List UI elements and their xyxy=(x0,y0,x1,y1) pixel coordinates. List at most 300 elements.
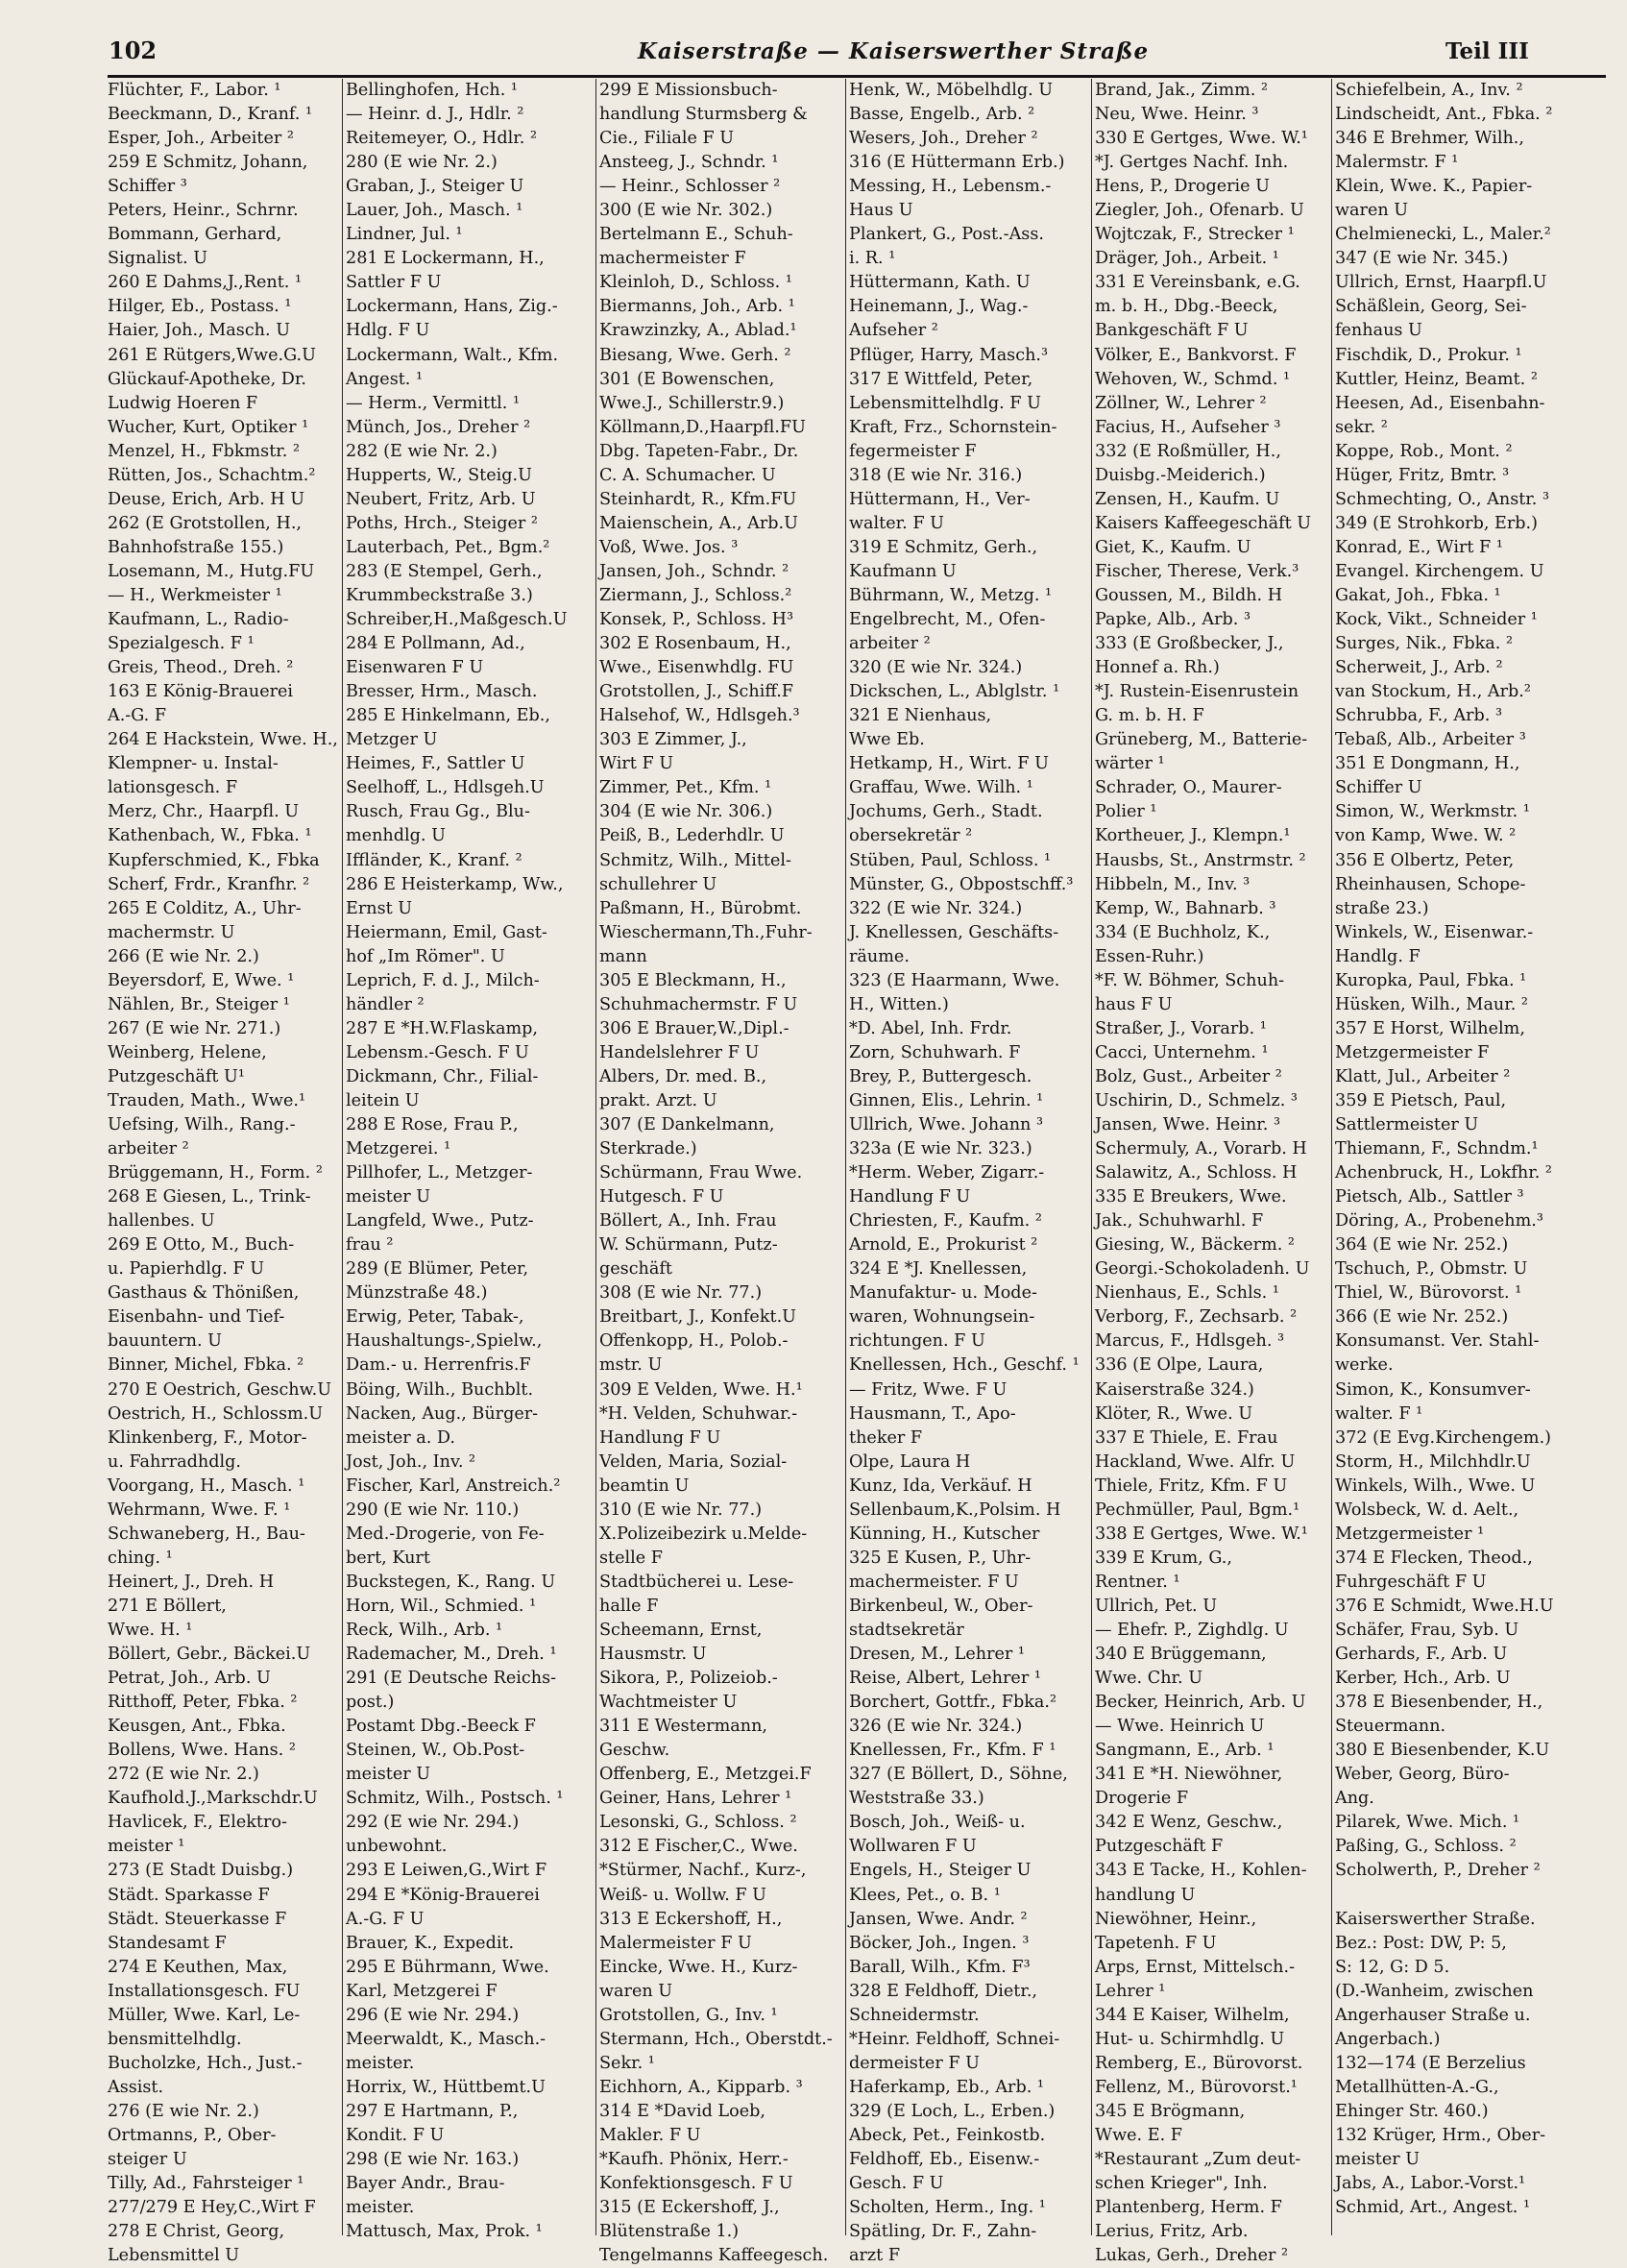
directory-entry-line: Angest. ¹ xyxy=(346,369,424,389)
directory-entry-line: — Wwe. Heinrich U xyxy=(1095,1717,1265,1737)
directory-entry-line: Hetkamp, H., Wirt. F U xyxy=(849,754,1049,774)
running-title: Kaiserstraße — Kaiserswerther Straße xyxy=(637,38,1150,64)
directory-entry-line: Honnef a. Rh.) xyxy=(1095,658,1220,678)
directory-entry-line: 266 (E wie Nr. 2.) xyxy=(108,946,259,966)
header-rule xyxy=(108,75,1606,78)
directory-entry-line: Hibbeln, M., Inv. ³ xyxy=(1095,874,1251,894)
directory-entry-line: Schrader, O., Maurer- xyxy=(1095,778,1282,798)
directory-entry-line: 294 E *König-Brauerei xyxy=(346,1885,540,1905)
directory-entry-line: Giet, K., Kaufm. U xyxy=(1095,537,1251,557)
directory-entry-line: Hausbs, St., Anstrmstr. ² xyxy=(1095,850,1306,870)
directory-entry-line: halle F xyxy=(599,1596,659,1616)
directory-entry-line: *H. Velden, Schuhwar.- xyxy=(599,1403,798,1424)
directory-entry-line: Lauterbach, Pet., Bgm.² xyxy=(346,537,550,557)
directory-entry-line: fegermeister F xyxy=(849,441,977,461)
directory-entry-line: schen Krieger", Inh. xyxy=(1095,2174,1268,2194)
directory-entry-line: Pflüger, Harry, Masch.³ xyxy=(849,345,1049,365)
directory-entry-line: J. Knellessen, Geschäfts- xyxy=(849,922,1059,942)
directory-entry-line: Pilarek, Wwe. Mich. ¹ xyxy=(1335,1813,1520,1833)
directory-entry-line: Hüttermann, Kath. U xyxy=(849,273,1031,293)
directory-entry-line: Kaiserstraße 324.) xyxy=(1095,1379,1254,1400)
directory-entry-line: Menzel, H., Fbkmstr. ² xyxy=(108,441,300,461)
directory-entry-line: Ullrich, Ernst, Haarpfl.U xyxy=(1335,273,1547,293)
directory-entry-line: Fischdik, D., Prokur. ¹ xyxy=(1335,345,1522,365)
directory-entry-line: Remberg, E., Bürovorst. xyxy=(1095,2053,1303,2073)
directory-entry-line: Zensen, H., Kaufm. U xyxy=(1095,489,1280,509)
directory-entry-line: steiger U xyxy=(108,2150,187,2170)
directory-entry-line: 272 (E wie Nr. 2.) xyxy=(108,1765,259,1785)
directory-entry-line: Thiel, W., Bürovorst. ¹ xyxy=(1335,1283,1522,1304)
directory-entry-line: 336 (E Olpe, Laura, xyxy=(1095,1355,1264,1376)
directory-entry-line: Völker, E., Bankvorst. F xyxy=(1095,345,1297,365)
directory-entry-line: Handlg. F xyxy=(1335,946,1421,966)
directory-entry-line: Gesch. F U xyxy=(849,2174,944,2194)
directory-entry-line: Marcus, F., Hdlsgeh. ³ xyxy=(1095,1331,1285,1352)
directory-entry-line: Wehrmann, Wwe. F. ¹ xyxy=(108,1500,291,1520)
directory-entry-line: Buckstegen, K., Rang. U xyxy=(346,1572,556,1592)
directory-entry-line: 347 (E wie Nr. 345.) xyxy=(1335,249,1509,269)
directory-entry-line: Wojtczak, F., Strecker ¹ xyxy=(1095,225,1295,245)
directory-entry-line: Kaufhold.J.,Markschdr.U xyxy=(108,1789,318,1809)
column-divider xyxy=(1091,79,1092,2235)
directory-entry-line: Simon, W., Werkmstr. ¹ xyxy=(1335,802,1530,822)
directory-entry-line: 372 (E Evg.Kirchengem.) xyxy=(1335,1427,1552,1448)
directory-entry-line: *Restaurant „Zum deut- xyxy=(1095,2150,1301,2170)
directory-entry-line: Steinen, W., Ob.Post- xyxy=(346,1741,525,1761)
directory-entry-line: 287 E *H.W.Flaskamp, xyxy=(346,1018,538,1038)
directory-entry-line: 359 E Pietsch, Paul, xyxy=(1335,1090,1507,1110)
directory-entry-line: Giesing, W., Bäckerm. ² xyxy=(1095,1235,1295,1256)
directory-entry-line: Geiner, Hans, Lehrer ¹ xyxy=(599,1789,792,1809)
directory-entry-line: Papke, Alb., Arb. ³ xyxy=(1095,610,1251,630)
directory-entry-line: Metzgerei. ¹ xyxy=(346,1139,451,1159)
directory-entry-line: Bertelmann E., Schuh- xyxy=(599,225,793,245)
directory-entry-line: Kuttler, Heinz, Beamt. ² xyxy=(1335,369,1538,389)
directory-entry-line: bensmittelhdlg. xyxy=(108,2029,242,2049)
directory-entry-line: 262 (E Grotstollen, H., xyxy=(108,513,303,533)
directory-entry-line: Brauer, K., Expedit. xyxy=(346,1933,515,1953)
directory-entry-line: Thiemann, F., Schndm.¹ xyxy=(1335,1139,1539,1159)
directory-entry-line: 308 (E wie Nr. 77.) xyxy=(599,1283,763,1304)
directory-entry-line: Hilger, Eb., Postass. ¹ xyxy=(108,297,292,317)
directory-entry-line: Gasthaus & Thönißen, xyxy=(108,1283,300,1304)
directory-entry-line: sekr. ² xyxy=(1335,417,1388,437)
directory-entry-line: 274 E Keuthen, Max, xyxy=(108,1957,288,1977)
directory-entry-line: Malermeister F U xyxy=(599,1933,752,1953)
directory-entry-line: 304 (E wie Nr. 306.) xyxy=(599,802,773,822)
directory-entry-line: Lerius, Fritz, Arb. xyxy=(1095,2222,1249,2242)
directory-entry-line: Konsek, P., Schloss. H³ xyxy=(599,610,794,630)
directory-entry-line: Kock, Vikt., Schneider ¹ xyxy=(1335,610,1538,630)
directory-entry-line: Heiermann, Emil, Gast- xyxy=(346,922,547,942)
directory-entry-line: Oestrich, H., Schlossm.U xyxy=(108,1403,324,1424)
directory-entry-line: 323a (E wie Nr. 323.) xyxy=(849,1139,1032,1159)
directory-entry-line: Hutgesch. F U xyxy=(599,1187,724,1207)
directory-entry-line: machermeister F xyxy=(599,249,746,269)
directory-entry-line: Klinkenberg, F., Motor- xyxy=(108,1427,307,1448)
directory-entry-line: prakt. Arzt. U xyxy=(599,1090,717,1110)
directory-entry-line: Zöllner, W., Lehrer ² xyxy=(1095,393,1267,413)
directory-entry-line: Kaufmann, L., Radio- xyxy=(108,610,289,630)
directory-entry-line: Kathenbach, W., Fbka. ¹ xyxy=(108,826,312,846)
directory-entry-line: Essen-Ruhr.) xyxy=(1095,946,1204,966)
directory-entry-line: Wwe.J., Schillerstr.9.) xyxy=(599,393,785,413)
directory-entry-line: Döring, A., Probenehm.³ xyxy=(1335,1211,1543,1232)
directory-entry-line: 366 (E wie Nr. 252.) xyxy=(1335,1307,1509,1328)
directory-entry-line: (D.-Wanheim, zwischen xyxy=(1335,1981,1534,2001)
column-4 xyxy=(849,79,1089,2266)
directory-entry-line: Stadtbücherei u. Lese- xyxy=(599,1572,794,1592)
directory-entry-line: Beyersdorf, E, Wwe. ¹ xyxy=(108,970,295,990)
directory-entry-line: Klempner- u. Instal- xyxy=(108,754,279,774)
directory-entry-line: Schmid, Art., Angest. ¹ xyxy=(1335,2198,1531,2218)
directory-entry-line: van Stockum, H., Arb.² xyxy=(1335,682,1531,702)
directory-entry-line: Merz, Chr., Haarpfl. U xyxy=(108,802,300,822)
directory-entry-line: händler ² xyxy=(346,994,425,1014)
directory-entry-line: Lockermann, Hans, Zig.- xyxy=(346,297,558,317)
directory-entry-line: 340 E Brüggemann, xyxy=(1095,1645,1267,1665)
directory-entry-line: Kleinloh, D., Schloss. ¹ xyxy=(599,273,792,293)
directory-entry-line: Brand, Jak., Zimm. ² xyxy=(1095,81,1269,100)
directory-entry-line: 337 E Thiele, E. Frau xyxy=(1095,1427,1278,1448)
directory-entry-line: arbeiter ² xyxy=(108,1139,189,1159)
directory-entry-line: 323 (E Haarmann, Wwe. xyxy=(849,970,1060,990)
directory-entry-line: Haferkamp, Eb., Arb. ¹ xyxy=(849,2077,1044,2097)
directory-entry-line: Straßer, J., Vorarb. ¹ xyxy=(1095,1018,1267,1038)
directory-entry-line: 265 E Colditz, A., Uhr- xyxy=(108,898,302,918)
directory-entry-line: Winkels, W., Eisenwar.- xyxy=(1335,922,1534,942)
directory-entry-line: Voß, Wwe. Jos. ³ xyxy=(599,537,739,557)
directory-entry-line: machermeister. F U xyxy=(849,1572,1019,1592)
directory-entry-line: Lauer, Joh., Masch. ¹ xyxy=(346,201,523,221)
directory-entry-line: *F. W. Böhmer, Schuh- xyxy=(1095,970,1285,990)
directory-entry-line: Klees, Pet., o. B. ¹ xyxy=(849,1885,1001,1905)
directory-entry-line: Jost, Joh., Inv. ² xyxy=(346,1451,476,1472)
directory-entry-line: Beeckmann, D., Kranf. ¹ xyxy=(108,105,313,125)
directory-entry-line: Paßmann, H., Bürobmt. xyxy=(599,898,802,918)
directory-entry-line: Peters, Heinr., Schrnr. xyxy=(108,201,299,221)
directory-entry-line: von Kamp, Wwe. W. ² xyxy=(1335,826,1517,846)
directory-entry-line: Wachtmeister U xyxy=(599,1693,738,1713)
directory-entry-line: mstr. U xyxy=(599,1355,663,1376)
directory-entry-line: 313 E Eckershoff, H., xyxy=(599,1909,783,1929)
directory-entry-line: Wehoven, W., Schmd. ¹ xyxy=(1095,369,1291,389)
directory-entry-line: Keusgen, Ant., Fbka. xyxy=(108,1717,286,1737)
directory-entry-line: Knellessen, Hch., Geschf. ¹ xyxy=(849,1355,1080,1376)
directory-entry-line: Schreiber,H.,Maßgesch.U xyxy=(346,610,568,630)
directory-entry-line: Kaisers Kaffeegeschäft U xyxy=(1095,513,1312,533)
directory-entry-line: 163 E König-Brauerei xyxy=(108,682,294,702)
directory-entry-line: Winkels, Wilh., Wwe. U xyxy=(1335,1475,1536,1496)
directory-entry-line: 276 (E wie Nr. 2.) xyxy=(108,2101,259,2121)
directory-entry-line: 376 E Schmidt, Wwe.H.U xyxy=(1335,1596,1554,1616)
directory-entry-line: H., Witten.) xyxy=(849,994,949,1014)
directory-entry-line: Voorgang, H., Masch. ¹ xyxy=(108,1475,305,1496)
directory-entry-line: Ullrich, Pet. U xyxy=(1095,1596,1218,1616)
directory-entry-line: Fischer, Therese, Verk.³ xyxy=(1095,561,1299,581)
directory-entry-line: Wwe. H. ¹ xyxy=(108,1621,193,1640)
directory-entry-line: Bayer Andr., Brau- xyxy=(346,2174,505,2194)
directory-entry-line: Lebensmittelhdlg. F U xyxy=(849,393,1041,413)
directory-entry-line: Postamt Dbg.-Beeck F xyxy=(346,1717,536,1737)
directory-entry-line: obersekretär ² xyxy=(849,826,973,846)
directory-entry-line: Tengelmanns Kaffeegesch. xyxy=(599,2246,829,2266)
directory-entry-line: Breitbart, J., Konfekt.U xyxy=(599,1307,796,1328)
directory-entry-line: Scheemann, Ernst, xyxy=(599,1621,763,1640)
directory-entry-line: 346 E Brehmer, Wilh., xyxy=(1335,129,1524,149)
directory-entry-line: Dresen, M., Lehrer ¹ xyxy=(849,1645,1025,1665)
directory-entry-line: Bellinghofen, Hch. ¹ xyxy=(346,81,518,100)
directory-entry-line: leitein U xyxy=(346,1090,420,1110)
directory-entry-line: 300 (E wie Nr. 302.) xyxy=(599,201,773,221)
directory-entry-line: Sellenbaum,K.,Polsim. H xyxy=(849,1500,1061,1520)
directory-entry-line: Ludwig Hoeren F xyxy=(108,393,258,413)
directory-entry-line: Metzgermeister ¹ xyxy=(1335,1524,1485,1544)
directory-entry-line: *Heinr. Feldhoff, Schnei- xyxy=(849,2029,1060,2049)
directory-entry-line: machermstr. U xyxy=(108,922,235,942)
directory-entry-line: handlung Sturmsberg & xyxy=(599,105,808,125)
directory-entry-line: S: 12, G: D 5. xyxy=(1335,1957,1450,1977)
directory-entry-line: straße 23.) xyxy=(1335,898,1429,918)
directory-entry-line: 261 E Rütgers,Wwe.G.U xyxy=(108,345,316,365)
directory-entry-line: Putzgeschäft U¹ xyxy=(108,1066,245,1086)
directory-entry-line: Knellessen, Fr., Kfm. F ¹ xyxy=(849,1741,1056,1761)
directory-entry-line: Scherf, Frdr., Kranfhr. ² xyxy=(108,874,310,894)
directory-entry-line: Jansen, Wwe. Andr. ² xyxy=(849,1909,1028,1929)
column-2 xyxy=(346,79,594,2240)
directory-entry-line: Biesang, Wwe. Gerh. ² xyxy=(599,345,791,365)
directory-entry-line: Weber, Georg, Büro- xyxy=(1335,1765,1510,1785)
directory-entry-line: 132 Krüger, Hrm., Ober- xyxy=(1335,2125,1546,2145)
directory-entry-line: Manufaktur- u. Mode- xyxy=(849,1283,1037,1304)
directory-entry-line: Haus U xyxy=(849,201,913,221)
directory-entry-line: Konfektionsgesch. F U xyxy=(599,2174,793,2194)
directory-entry-line: Haushaltungs-,Spielw., xyxy=(346,1331,543,1352)
directory-entry-line: Lebensm.-Gesch. F U xyxy=(346,1042,529,1062)
directory-entry-line: 321 E Nienhaus, xyxy=(849,706,992,726)
directory-entry-line: Med.-Drogerie, von Fe- xyxy=(346,1524,545,1544)
directory-entry-line: Grotstollen, G., Inv. ¹ xyxy=(599,2005,778,2025)
directory-entry-line: Künning, H., Kutscher xyxy=(849,1524,1040,1544)
directory-entry-line: 301 (E Bowenschen, xyxy=(599,369,775,389)
directory-entry-line: Nienhaus, E., Schls. ¹ xyxy=(1095,1283,1279,1304)
directory-entry-line: Horrix, W., Hüttbemt.U xyxy=(346,2077,546,2097)
directory-entry-line: 356 E Olbertz, Peter, xyxy=(1335,850,1515,870)
directory-entry-line: 267 (E wie Nr. 271.) xyxy=(108,1018,281,1038)
directory-entry-line: Cie., Filiale F U xyxy=(599,129,735,149)
directory-entry-line: Schiffer U xyxy=(1335,778,1422,798)
directory-entry-line: 380 E Biesenbender, K.U xyxy=(1335,1741,1550,1761)
directory-entry-line: Scholwerth, P., Dreher ² xyxy=(1335,1861,1541,1881)
directory-entry-line: dermeister F U xyxy=(849,2053,980,2073)
directory-entry-line: richtungen. F U xyxy=(849,1331,985,1352)
directory-entry-line: 259 E Schmitz, Johann, xyxy=(108,153,308,173)
directory-entry-line: Engelbrecht, M., Ofen- xyxy=(849,610,1046,630)
directory-entry-line: Esper, Joh., Arbeiter ² xyxy=(108,129,294,149)
directory-entry-line: wärter ¹ xyxy=(1095,754,1165,774)
directory-entry-line: Sikora, P., Polizeiob.- xyxy=(599,1669,778,1689)
directory-entry-line: Ziegler, Joh., Ofenarb. U xyxy=(1095,201,1304,221)
directory-entry-line: Gerhards, F., Arb. U xyxy=(1335,1645,1508,1665)
directory-entry-line: 316 (E Hüttermann Erb.) xyxy=(849,153,1065,173)
directory-entry-line: Makler. F U xyxy=(599,2125,701,2145)
directory-entry-line: Karl, Metzgerei F xyxy=(346,1981,498,2001)
directory-entry-line: walter. F U xyxy=(849,513,944,533)
directory-entry-line: Sterkrade.) xyxy=(599,1139,697,1159)
directory-entry-line: Eichhorn, A., Kipparb. ³ xyxy=(599,2077,803,2097)
directory-entry-line: 292 (E wie Nr. 294.) xyxy=(346,1813,520,1833)
directory-entry-line: Wwe. E. F xyxy=(1095,2125,1182,2145)
directory-entry-line: Hens, P., Drogerie U xyxy=(1095,177,1271,197)
directory-entry-line: Kondit. F U xyxy=(346,2125,445,2145)
directory-entry-line: Bührmann, W., Metzg. ¹ xyxy=(849,585,1053,605)
directory-entry-line: Ritthoff, Peter, Fbka. ² xyxy=(108,1693,298,1713)
directory-entry-line: Städt. Sparkasse F xyxy=(108,1885,270,1905)
directory-entry-line: Offenkopp, H., Polob.- xyxy=(599,1331,789,1352)
directory-entry-line: 311 E Westermann, xyxy=(599,1717,768,1737)
directory-entry-line: Konsumanst. Ver. Stahl- xyxy=(1335,1331,1540,1352)
directory-entry-line: Horn, Wil., Schmied. ¹ xyxy=(346,1596,537,1616)
directory-entry-line: Haier, Joh., Masch. U xyxy=(108,321,291,341)
directory-entry-line: meister U xyxy=(346,1765,431,1785)
directory-entry-line: Bolz, Gust., Arbeiter ² xyxy=(1095,1066,1282,1086)
directory-entry-line: Achenbruck, H., Lokfhr. ² xyxy=(1335,1163,1552,1183)
directory-entry-line: Dickmann, Chr., Filial- xyxy=(346,1066,539,1086)
directory-entry-line: Sangmann, E., Arb. ¹ xyxy=(1095,1741,1275,1761)
directory-entry-line: Nacken, Aug., Bürger- xyxy=(346,1403,539,1424)
directory-entry-line: Lindscheidt, Ant., Fbka. ² xyxy=(1335,105,1553,125)
directory-entry-line: Schürmann, Frau Wwe. xyxy=(599,1163,803,1183)
directory-entry-line: 338 E Gertges, Wwe. W.¹ xyxy=(1095,1524,1308,1544)
directory-entry-line: 278 E Christ, Georg, xyxy=(108,2222,285,2242)
directory-entry-line: 297 E Hartmann, P., xyxy=(346,2101,519,2121)
directory-entry-line: Facius, H., Aufseher ³ xyxy=(1095,417,1281,437)
directory-entry-line: u. Fahrradhdlg. xyxy=(108,1451,241,1472)
directory-entry-line: Münch, Jos., Dreher ² xyxy=(346,417,531,437)
directory-entry-line: Sattler F U xyxy=(346,273,442,293)
directory-entry-line: 309 E Velden, Wwe. H.¹ xyxy=(599,1379,803,1400)
directory-entry-line: 320 (E wie Nr. 324.) xyxy=(849,658,1023,678)
directory-entry-line: Handelslehrer F U xyxy=(599,1042,760,1062)
column-divider xyxy=(342,79,343,2235)
directory-entry-line: Bucholzke, Hch., Just.- xyxy=(108,2053,303,2073)
directory-entry-line: Schmechting, O., Anstr. ³ xyxy=(1335,489,1550,509)
directory-entry-line: *J. Gertges Nachf. Inh. xyxy=(1095,153,1289,173)
directory-entry-line: Plantenberg, Herm. F xyxy=(1095,2198,1282,2218)
directory-entry-line: Ehinger Str. 460.) xyxy=(1335,2101,1489,2121)
directory-entry-line: räume. xyxy=(849,946,910,966)
directory-entry-line: Lesonski, G., Schloss. ² xyxy=(599,1813,797,1833)
directory-entry-line: Böing, Wilh., Buchblt. xyxy=(346,1379,534,1400)
directory-entry-line: Konrad, E., Wirt F ¹ xyxy=(1335,537,1503,557)
directory-entry-line: G. m. b. H. F xyxy=(1095,706,1204,726)
page-number: 102 xyxy=(109,37,158,64)
directory-entry-line: Rütten, Jos., Schachtm.² xyxy=(108,465,316,485)
directory-entry-line: Jak., Schuhwarhl. F xyxy=(1095,1211,1264,1232)
directory-entry-line: Becker, Heinrich, Arb. U xyxy=(1095,1693,1306,1713)
directory-entry-line: Wucher, Kurt, Optiker ¹ xyxy=(108,417,309,437)
directory-entry-line: waren U xyxy=(599,1981,673,2001)
directory-entry-line: 283 (E Stempel, Gerh., xyxy=(346,561,543,581)
directory-entry-line: Arnold, E., Prokurist ² xyxy=(849,1235,1038,1256)
directory-entry-line: Pechmüller, Paul, Bgm.¹ xyxy=(1095,1500,1300,1520)
directory-entry-line: u. Papierhdlg. F U xyxy=(108,1259,265,1280)
directory-entry-line: Städt. Steuerkasse F xyxy=(108,1909,287,1929)
directory-entry-line: 327 (E Böllert, D., Söhne, xyxy=(849,1765,1068,1785)
column-6 xyxy=(1335,79,1606,2240)
directory-entry-line: Poths, Hrch., Steiger ² xyxy=(346,513,538,533)
directory-entry-line: Stermann, Hch., Oberstdt.- xyxy=(599,2029,833,2049)
directory-entry-line: Assist. xyxy=(108,2077,164,2097)
directory-entry-line: 284 E Pollmann, Ad., xyxy=(346,634,525,654)
directory-entry-line: Thiele, Fritz, Kfm. F U xyxy=(1095,1475,1288,1496)
directory-entry-line: bert, Kurt xyxy=(346,1548,430,1568)
directory-entry-line: Fuhrgeschäft F U xyxy=(1335,1572,1487,1592)
directory-entry-line: Reck, Wilh., Arb. ¹ xyxy=(346,1621,503,1640)
directory-entry-line: mann xyxy=(599,946,647,966)
directory-entry-line: Cacci, Unternehm. ¹ xyxy=(1095,1042,1269,1062)
directory-entry-line: Hausmstr. U xyxy=(599,1645,707,1665)
directory-entry-line: 326 (E wie Nr. 324.) xyxy=(849,1717,1023,1737)
directory-entry-line: Evangel. Kirchengem. U xyxy=(1335,561,1544,581)
directory-entry-line: 271 E Böllert, xyxy=(108,1596,227,1616)
directory-entry-line: Henk, W., Möbelhdlg. U xyxy=(849,81,1054,100)
directory-entry-line: 364 (E wie Nr. 252.) xyxy=(1335,1235,1509,1256)
directory-entry-line: Sattlermeister U xyxy=(1335,1115,1479,1135)
directory-entry-line: Tilly, Ad., Fahrsteiger ¹ xyxy=(108,2174,304,2194)
directory-entry-line: 374 E Flecken, Theod., xyxy=(1335,1548,1533,1568)
directory-entry-line: 312 E Fischer,C., Wwe. xyxy=(599,1837,798,1857)
directory-entry-line: 343 E Tacke, H., Kohlen- xyxy=(1095,1861,1307,1881)
directory-entry-line: Eincke, Wwe. H., Kurz- xyxy=(599,1957,798,1977)
directory-entry-line: Schmitz, Wilh., Mittel- xyxy=(599,850,791,870)
directory-entry-line: Feldhoff, Eb., Eisenw.- xyxy=(849,2150,1040,2170)
directory-entry-line: 282 (E wie Nr. 2.) xyxy=(346,441,498,461)
directory-entry-line: Maienschein, A., Arb.U xyxy=(599,513,798,533)
directory-entry-line: Bez.: Post: DW, P: 5, xyxy=(1335,1933,1507,1953)
directory-entry-line: Arps, Ernst, Mittelsch.- xyxy=(1095,1957,1296,1977)
directory-entry-line: meister a. D. xyxy=(346,1427,455,1448)
directory-entry-line: 314 E *David Loeb, xyxy=(599,2101,765,2121)
directory-entry-line: Kunz, Ida, Verkäuf. H xyxy=(849,1475,1032,1496)
column-5 xyxy=(1095,79,1329,2266)
directory-entry-line: Salawitz, A., Schloss. H xyxy=(1095,1163,1298,1183)
directory-entry-line: Verborg, F., Zechsarb. ² xyxy=(1095,1307,1298,1328)
directory-entry-line: Abeck, Pet., Feinkostb. xyxy=(849,2125,1046,2145)
directory-entry-line: hallenbes. U xyxy=(108,1211,215,1232)
directory-entry-line: haus F U xyxy=(1095,994,1173,1014)
directory-entry-line: Jabs, A., Labor.-Vorst.¹ xyxy=(1335,2174,1526,2194)
directory-entry-line: *Kaufh. Phönix, Herr.- xyxy=(599,2150,789,2170)
directory-entry-line: Lindner, Jul. ¹ xyxy=(346,225,463,245)
directory-entry-line: 268 E Giesen, L., Trink- xyxy=(108,1187,311,1207)
directory-entry-line: Dam.- u. Herrenfris.F xyxy=(346,1355,531,1376)
directory-entry-line: Schäßlein, Georg, Sei- xyxy=(1335,297,1527,317)
directory-entry-line: Eisenwaren F U xyxy=(346,658,484,678)
directory-entry-line: 291 (E Deutsche Reichs- xyxy=(346,1669,557,1689)
directory-entry-line: Glückauf-Apotheke, Dr. xyxy=(108,369,306,389)
directory-entry-line: Brüggemann, H., Form. ² xyxy=(108,1163,323,1183)
directory-entry-line: Messing, H., Lebensm.- xyxy=(849,177,1052,197)
directory-entry-line: Gakat, Joh., Fbka. ¹ xyxy=(1335,585,1501,605)
directory-entry-line: waren U xyxy=(1335,201,1409,221)
directory-entry-line: Hüttermann, H., Ver- xyxy=(849,489,1031,509)
directory-entry-line: Heinemann, J., Wag.- xyxy=(849,297,1029,317)
directory-entry-line: Simon, K., Konsumver- xyxy=(1335,1379,1531,1400)
directory-entry-line: Köllmann,D.,Haarpfl.FU xyxy=(599,417,806,437)
directory-entry-line: Böcker, Joh., Ingen. ³ xyxy=(849,1933,1030,1953)
directory-entry-line: Neubert, Fritz, Arb. U xyxy=(346,489,536,509)
